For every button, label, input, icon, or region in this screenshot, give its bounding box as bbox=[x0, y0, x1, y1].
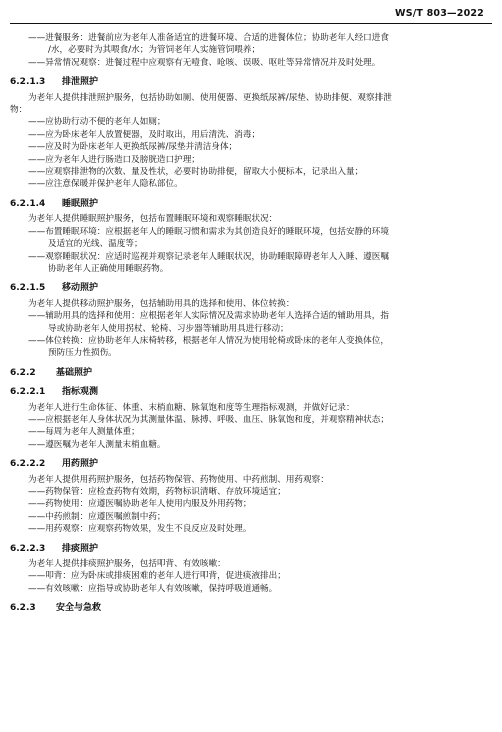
section-number: 6.2.2.1 bbox=[10, 387, 46, 398]
section-title: 安全与急救 bbox=[56, 603, 102, 614]
section-title: 用药照护 bbox=[62, 459, 99, 470]
list-item: ——遵医嘱为老年人测量末梢血糖。 bbox=[28, 439, 166, 450]
list-item-continuation: 及适宜的光线、温度等； bbox=[48, 239, 143, 250]
list-item: ——观察睡眠状况：应适时巡视并观察记录老年人睡眠状况，协助睡眠障碍老年人入睡、遵医嘱 bbox=[28, 251, 389, 262]
paragraph-line: ——异常情况观察：进餐过程中应观察有无噎食、呛咳、误吸、呕吐等异常情况并及时处理。 bbox=[28, 57, 381, 68]
document-body bbox=[10, 32, 488, 618]
section-heading bbox=[10, 76, 488, 88]
paragraph-line: 为老年人提供睡眠照护服务，包括布置睡眠环境和观察睡眠状况： bbox=[28, 214, 278, 225]
list-item-continuation: 协助老年人正确使用睡眠药物。 bbox=[48, 263, 169, 274]
list-item: ——应及时为卧床老年人更换纸尿裤/尿垫并清洁身体； bbox=[28, 142, 238, 153]
document-id: WS/T 803—2022 bbox=[395, 8, 484, 19]
section-title: 移动照护 bbox=[62, 283, 99, 294]
section-title: 基础照护 bbox=[56, 367, 93, 378]
paragraph-line: 为老年人提供用药照护服务，包括药物保管、药物使用、中药煎制、用药观察： bbox=[28, 474, 329, 485]
paragraph-line: 物： bbox=[10, 105, 28, 116]
section-number: 6.2.3 bbox=[10, 603, 36, 614]
section-number: 6.2.1.4 bbox=[10, 198, 46, 209]
section-heading bbox=[10, 543, 488, 555]
section-number: 6.2.2.2 bbox=[10, 459, 46, 470]
list-item: ——叩背：应为卧床或排痰困难的老年人进行叩背，促进痰液排出； bbox=[28, 571, 286, 582]
section-heading bbox=[10, 458, 488, 470]
section-heading bbox=[10, 386, 488, 398]
list-item: ——每周为老年人测量体重； bbox=[28, 427, 140, 438]
section-heading bbox=[10, 367, 488, 379]
section-heading bbox=[10, 282, 488, 294]
list-item: ——应根据老年人身体状况为其测量体温、脉搏、呼吸、血压、脉氧饱和度，并观察精神状态； bbox=[28, 414, 389, 425]
list-item: ——应注意保暖并保护老年人隐私部位。 bbox=[28, 179, 183, 190]
paragraph-line: 为老年人提供移动照护服务，包括辅助用具的选择和使用、体位转换： bbox=[28, 298, 295, 309]
section-number: 6.2.2 bbox=[10, 367, 36, 378]
list-item: ——用药观察：应观察药物效果，发生不良反应及时处理。 bbox=[28, 524, 252, 535]
list-item: ——有效咳嗽：应指导或协助老年人有效咳嗽，保持呼吸道通畅。 bbox=[28, 583, 278, 594]
list-item: ——应观察排泄物的次数、量及性状，必要时协助排便，留取大小便标本，记录出入量； bbox=[28, 167, 364, 178]
list-item: ——中药煎制：应遵医嘱煎制中药； bbox=[28, 511, 166, 522]
list-item: ——辅助用具的选择和使用：应根据老年人实际情况及需求协助老年人选择合适的辅助用具，指 bbox=[28, 311, 389, 322]
section-title: 睡眠照护 bbox=[62, 198, 99, 209]
list-item-continuation: 预防压力性损伤。 bbox=[48, 348, 117, 359]
section-number: 6.2.1.3 bbox=[10, 77, 46, 88]
header-divider bbox=[10, 23, 492, 24]
list-item: ——药物使用：应遵医嘱协助老年人使用内服及外用药物； bbox=[28, 499, 252, 510]
paragraph-line: 为老年人进行生命体征、体重、末梢血糖、脉氧饱和度等生理指标观测，并做好记录： bbox=[28, 402, 355, 413]
list-item: ——体位转换：应协助老年人床椅转移，根据老年人情况为使用轮椅或卧床的老年人变换体位， bbox=[28, 335, 389, 346]
section-number: 6.2.1.5 bbox=[10, 283, 46, 294]
list-item: ——应为卧床老年人放置便器，及时取出，用后清洗、消毒； bbox=[28, 129, 261, 140]
paragraph-line: /水，必要时为其喂食/水；为管饲老年人实施管饲喂养； bbox=[48, 45, 261, 56]
paragraph-line: 为老年人提供排痰照护服务，包括叩背、有效咳嗽： bbox=[28, 559, 226, 570]
section-heading bbox=[10, 602, 488, 614]
section-title: 排泄照护 bbox=[62, 77, 99, 88]
list-item: ——药物保管：应检查药物有效期，药物标识清晰、存放环境适宜； bbox=[28, 487, 286, 497]
section-title: 排痰照护 bbox=[62, 543, 99, 554]
section-heading bbox=[10, 198, 488, 210]
section-title: 指标观测 bbox=[62, 387, 99, 398]
paragraph-line: ——进餐服务：进餐前应为老年人准备适宜的进餐环境、合适的进餐体位；协助老年人经口进食 bbox=[28, 33, 389, 43]
list-item: ——布置睡眠环境：应根据老年人的睡眠习惯和需求为其创造良好的睡眠环境，包括安静的环境 bbox=[28, 226, 389, 237]
section-number: 6.2.2.3 bbox=[10, 543, 46, 554]
list-item-continuation: 导或协助老年人使用拐杖、轮椅、习步器等辅助用具进行移动； bbox=[48, 323, 289, 334]
list-item: ——应为老年人进行肠造口及膀胱造口护理； bbox=[28, 154, 200, 165]
paragraph-line: 为老年人提供排泄照护服务，包括协助如厕、使用便器、更换纸尿裤/尿垫、协助排便、观察排泄 bbox=[28, 92, 392, 103]
list-item: ——应协助行动不便的老年人如厕； bbox=[28, 117, 166, 128]
